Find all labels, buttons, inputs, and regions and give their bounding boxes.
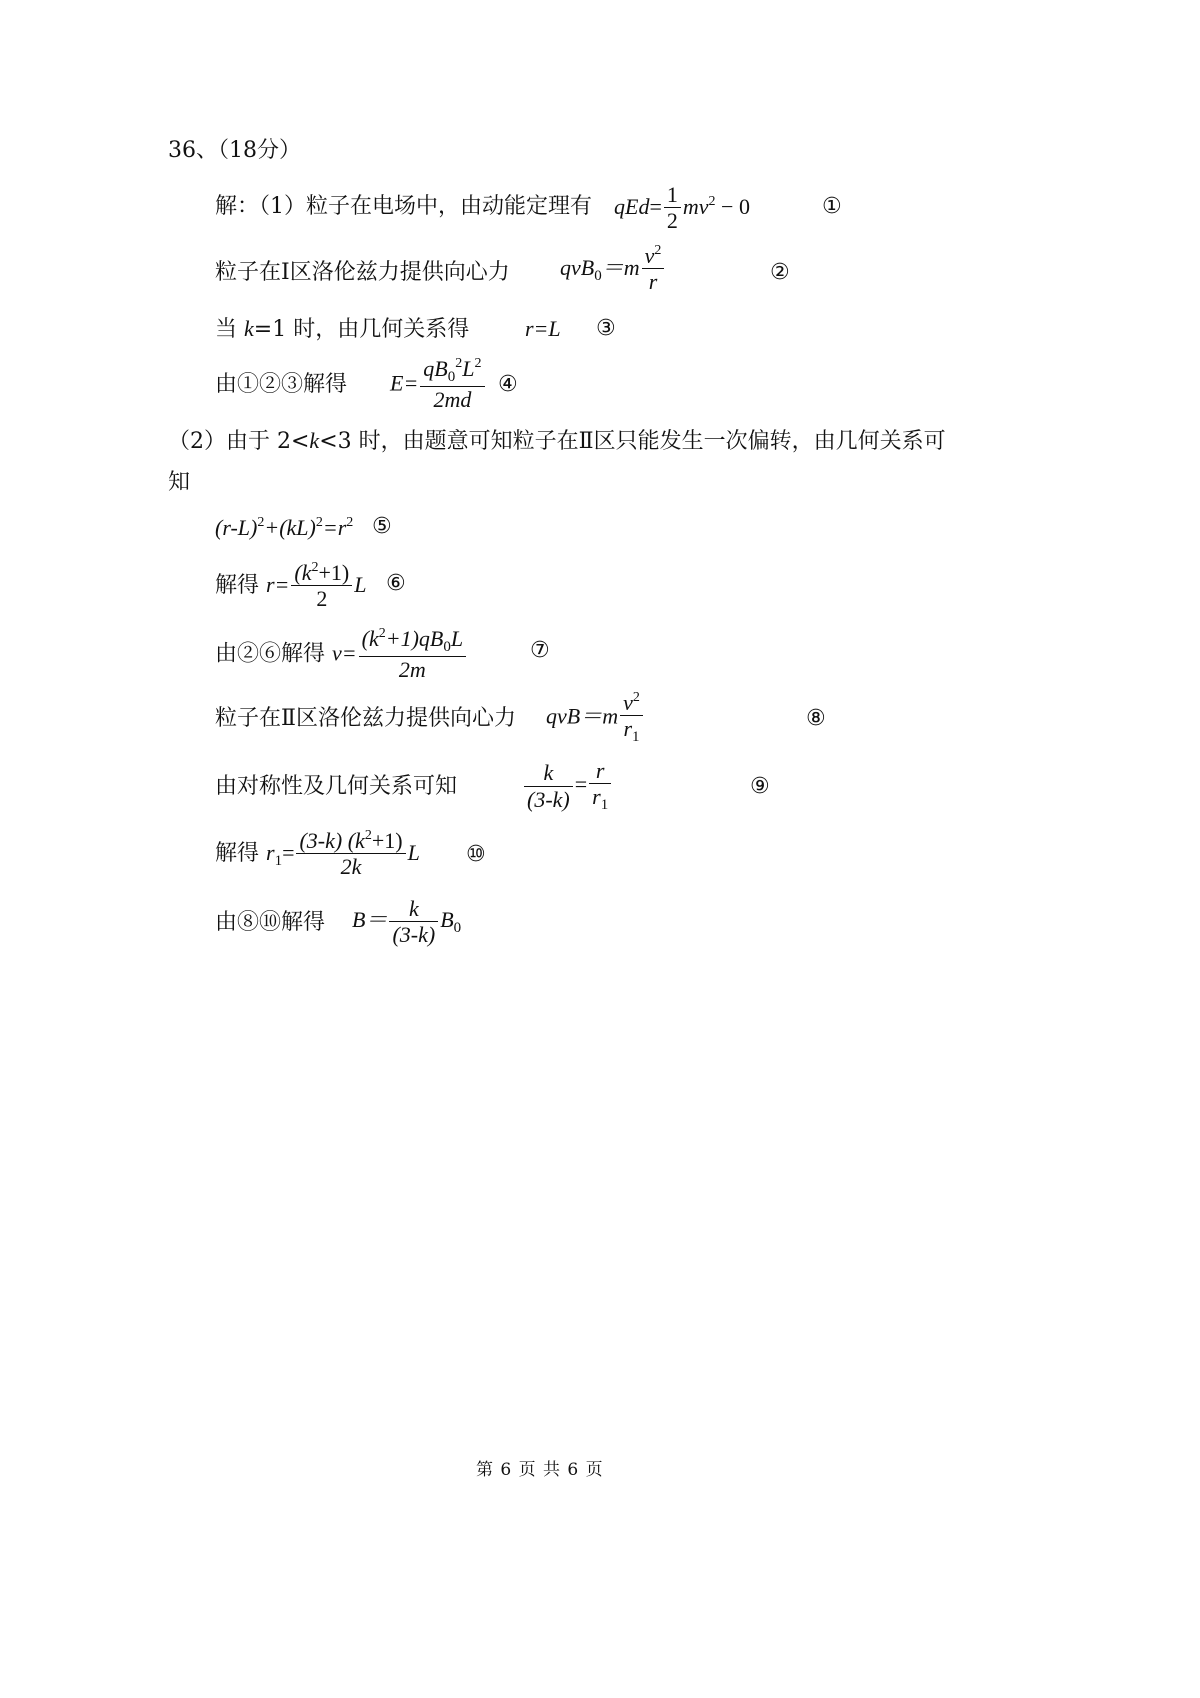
- fraction-r-over-r1: $\frac{r}{r_1}$: [589, 758, 611, 815]
- equation-marker-8: ⑧: [806, 706, 826, 731]
- equation-radius-r1: 解得 $r_1=$ $\frac{(3-k) (k^2+1)}{2k}$ L: [215, 828, 420, 880]
- equation-marker-2: ②: [770, 260, 790, 285]
- equation-kinetic-energy: qEd= $\frac{1}{2}$ $mv^2 - 0$: [614, 182, 750, 234]
- equation-magnetic-field: B＝ $\frac{k}{(3-k)}$ $B_0$: [352, 896, 462, 948]
- equation-centripetal-region-1: qvB$_0$＝m $\frac{v^2}{r}$: [560, 243, 666, 295]
- step-3-label: 当 k=1 时，由几何关系得: [215, 316, 470, 342]
- part-2-intro: （2）由于 2<k<3 时，由题意可知粒子在Ⅱ区只能发生一次偏转，由几何关系可: [168, 428, 946, 454]
- equation-marker-5: ⑤: [372, 514, 392, 539]
- equation-radius: 解得 r= $\frac{(k^2+1)}{2}$ L: [215, 560, 367, 612]
- problem-heading: 36、（18分）: [168, 138, 301, 163]
- equation-electric-field: E= $\frac{qB_0^2L^2}{2md}$: [390, 356, 487, 413]
- equation-marker-10: ⑩: [466, 842, 486, 867]
- equation-r-equals-L: r=L: [525, 316, 561, 341]
- step-1-label: 解：（1）粒子在电场中，由动能定理有: [215, 194, 592, 219]
- equation-marker-1: ①: [822, 194, 842, 219]
- step-11-label: 由⑧⑩解得: [215, 910, 326, 935]
- fraction-E: $\frac{qB_0^2L^2}{2md}$: [420, 356, 484, 413]
- equation-centripetal-region-2: qvB＝m $\frac{v^2}{r_1}$: [546, 690, 645, 747]
- step-9-label: 由对称性及几何关系可知: [215, 774, 458, 799]
- fraction-radius: $\frac{(k^2+1)}{2}$: [291, 560, 352, 612]
- fraction-r1: $\frac{(3-k) (k^2+1)}{2k}$: [296, 828, 405, 880]
- step-8-label: 粒子在Ⅱ区洛伦兹力提供向心力: [215, 706, 516, 731]
- fraction-v2-over-r1: $\frac{v^2}{r_1}$: [620, 690, 643, 747]
- fraction-v2-over-r: $\frac{v^2}{r}$: [642, 243, 665, 295]
- step-2-label: 粒子在Ⅰ区洛伦兹力提供向心力: [215, 260, 510, 285]
- part-2-intro-continued: 知: [168, 470, 191, 495]
- equation-marker-4: ④: [498, 372, 518, 397]
- equation-velocity: 由②⑥解得 v= $\frac{(k^2+1)qB_0L}{2m}$: [215, 626, 468, 683]
- equation-geometry: $(r-L)^2+(kL)^2=r^2$: [215, 515, 354, 540]
- equation-marker-9: ⑨: [750, 774, 770, 799]
- page-number-footer: 第 6 页 共 6 页: [476, 1460, 604, 1480]
- fraction-B: $\frac{k}{(3-k)}$: [389, 896, 438, 948]
- fraction-k-over-3-minus-k: $\frac{k}{(3-k)}$: [524, 760, 573, 812]
- fraction-velocity: $\frac{(k^2+1)qB_0L}{2m}$: [359, 626, 466, 683]
- equation-symmetry: $\frac{k}{(3-k)}$ = $\frac{r}{r_1}$: [522, 758, 613, 815]
- equation-marker-6: ⑥: [386, 571, 406, 596]
- step-4-label: 由①②③解得: [215, 372, 348, 397]
- equation-marker-7: ⑦: [530, 638, 550, 663]
- equation-marker-3: ③: [596, 316, 616, 341]
- fraction-one-half: $\frac{1}{2}$: [664, 182, 681, 234]
